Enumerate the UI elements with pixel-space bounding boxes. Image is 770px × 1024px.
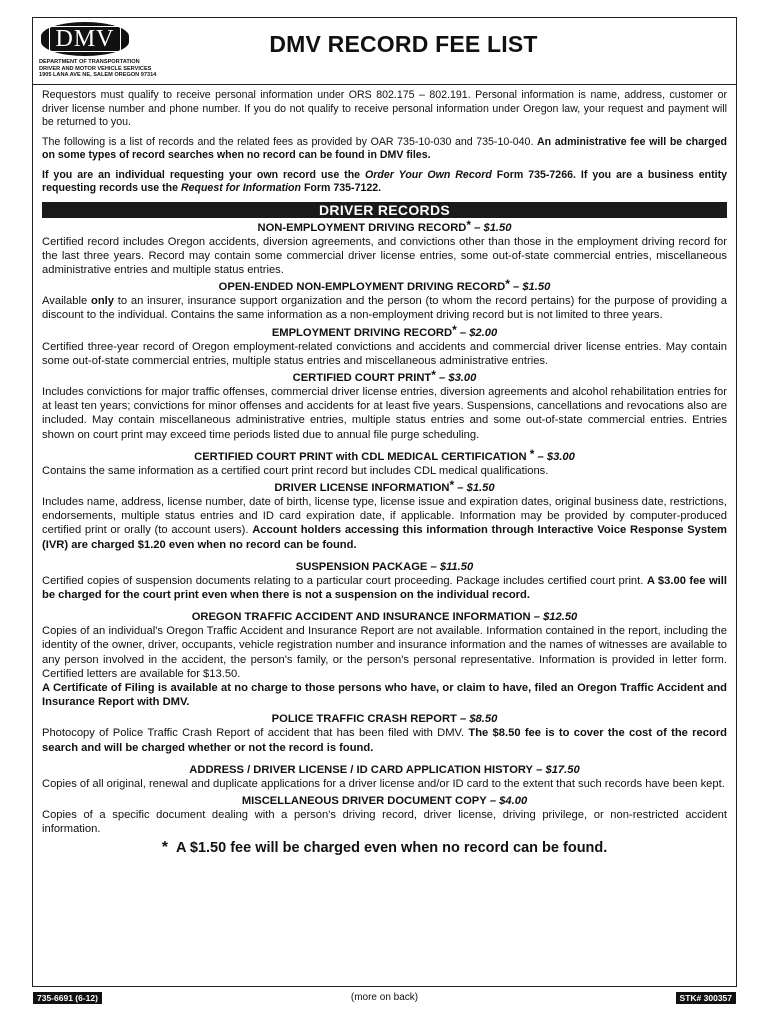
record-open-ended (42, 277, 727, 322)
record-title (42, 712, 727, 726)
record-name: OPEN-ENDED NON-EMPLOYMENT DRIVING RECORD (218, 281, 506, 294)
asterisk-mark: * (431, 367, 436, 382)
record-non-employment (42, 217, 727, 278)
record-name: SUSPENSION PACKAGE (295, 560, 428, 573)
asterisk-mark: * (466, 217, 472, 232)
asterisk-mark: * (452, 322, 457, 337)
record-description: Certified three-year record of Oregon employment-related convictions and accidents and commercial driver license entries. May contain some out-of-state commercial entries, multiple status entries and miscellaneous administrative entries. (42, 340, 727, 367)
dept-line: DRIVER AND MOTOR VEHICLE SERVICES (39, 65, 152, 72)
intro-paragraph-3 (42, 169, 727, 196)
desc-bold: A $3.00 fee will be charged for the court print even when there is not a suspension on the individual record. (42, 574, 727, 601)
spacer (42, 442, 727, 447)
record-name: OREGON TRAFFIC ACCIDENT AND INSURANCE INFORMATION (191, 611, 531, 624)
footnote (42, 839, 727, 857)
record-description: Copies of an individual's Oregon Traffic Accident and Insurance Report are not available. Information contained in the report, including the identity of the owner, driver, occupants, vehicle registration number and insurance information and the names of witnesses are available to any person involved in the accident, the person's family, or the person's personal representative. Information is provided in letter form. Certified letters are available for $13.50. (42, 625, 727, 680)
record-description: Contains the same information as a certified court print record but includes CDL medical qualifications. (42, 464, 549, 477)
record-description: Includes convictions for major traffic offenses, commercial driver license entries, diversion agreements and alcohol rehabilitation entries for at least ten years; convictions for minor offenses and accidents for at least five years. Suspensions, cancellations and revocations also are included. May contain miscellaneous administrative entries, multiple status entries and some out-of-state commercial entries. Entries shown on court print may exceed time periods listed due to annual file purge scheduling. (42, 385, 727, 441)
page-footer (32, 992, 737, 1006)
desc-text: Certified copies of suspension documents relating to a particular court proceeding. Package includes certified court print. (42, 574, 647, 587)
form-name-own-record: Order Your Own Record (365, 168, 492, 181)
content (33, 85, 736, 857)
record-title (42, 277, 727, 294)
intro-text: Form 735-7266. If you are a business entity requesting records use the (42, 168, 727, 194)
record-court-print-cdl (42, 446, 727, 478)
form-name-request-info: Request for Information (180, 182, 302, 194)
desc-bold: The $8.50 fee is to cover the cost of the record search and will be charged whether or not the record is found. (42, 727, 727, 754)
dmv-logo-text: DMV (49, 26, 120, 52)
record-description (42, 574, 727, 602)
record-name: CERTIFIED COURT PRINT (292, 371, 432, 384)
record-description (42, 495, 727, 552)
asterisk-mark: * (161, 839, 168, 857)
fee-list-page (32, 17, 737, 987)
spacer (42, 552, 727, 557)
record-police-crash-report (42, 712, 727, 754)
record-fee: – $4.00 (486, 794, 528, 807)
intro (42, 89, 727, 196)
record-title (42, 367, 727, 385)
stock-number: STK# 300357 (676, 992, 736, 1004)
record-fee: – $17.50 (533, 763, 580, 776)
spacer (42, 755, 727, 760)
record-application-history (42, 763, 727, 791)
record-name: NON-EMPLOYMENT DRIVING RECORD (257, 221, 467, 234)
record-title (42, 477, 727, 495)
spacer (42, 602, 727, 607)
intro-text: Form 735-7122. (301, 182, 382, 194)
record-license-info (42, 477, 727, 552)
asterisk-mark: * (505, 277, 510, 292)
desc-text: Includes name, address, license number, date of birth, license type, license issue and expiration dates, original business date, restrictions, endorsements, multiple status entries and ID card expiration date, if applicable. Information may be provided by computer-produced certified print or orally (to account users). (42, 495, 727, 537)
record-fee: – $11.50 (427, 560, 474, 573)
footnote-text: A $1.50 fee will be charged even when no record can be found. (175, 840, 608, 857)
record-name: POLICE TRAFFIC CRASH REPORT (271, 713, 457, 726)
record-fee: – $12.50 (530, 611, 578, 624)
page-title: DMV RECORD FEE LIST (269, 31, 538, 57)
form-number: 735-6691 (6-12) (33, 992, 102, 1004)
record-fee: – $3.00 (534, 450, 575, 463)
record-description (42, 294, 727, 322)
desc-text: to an insurer, insurance support organization and the person (to whom the record pertains) for the purpose of providing a discount to the individual. Contains the same information as a non-employment driving record but is not limited to three years. (42, 295, 727, 322)
intro-paragraph-2 (42, 136, 727, 163)
record-title (42, 322, 727, 340)
more-on-back: (more on back) (350, 992, 419, 1003)
intro-paragraph-1: Requestors must qualify to receive personal information under ORS 802.175 – 802.191. Personal information is name, address, customer or driver license number and phone number. If you do not qualify to receive personal information under Oregon law, your request and payment will be returned to you. (42, 89, 727, 128)
desc-bold: only (90, 295, 114, 308)
asterisk-mark: * (529, 446, 535, 461)
record-description-bold: A Certificate of Filing is available at no charge to those persons who have, or claim to have, filed an Oregon Traffic Accident and Insurance Report with DMV. (42, 681, 727, 709)
desc-bold: Account holders accessing this information through Interactive Voice Response System (IVR) are charged $1.20 even when no record can be found. (42, 524, 727, 551)
intro-bold-text: An administrative fee will be charged on some types of record searches when no record can be found in DMV files. (42, 135, 728, 161)
record-name: CERTIFIED COURT PRINT with CDL MEDICAL CERTIFICATION (194, 450, 530, 463)
record-title (42, 560, 727, 574)
department-address (39, 59, 164, 79)
record-fee: – $3.00 (435, 371, 477, 384)
record-title (42, 794, 727, 808)
section-heading-driver-records: DRIVER RECORDS (42, 202, 727, 218)
record-suspension-package (42, 560, 727, 602)
record-name: DRIVER LICENSE INFORMATION (274, 481, 450, 494)
record-name: MISCELLANEOUS DRIVER DOCUMENT COPY (241, 794, 487, 807)
record-description (42, 726, 727, 754)
desc-text: Photocopy of Police Traffic Crash Report of accident that has been filed with DMV. (42, 727, 469, 740)
desc-text: Available (42, 295, 91, 308)
intro-text: The following is a list of records and the related fees as provided by OAR 735-10-030 and 735-10-040. (42, 135, 538, 148)
record-description: Copies of all original, renewal and duplicate applications for a driver license and/or ID card to the extent that such records have been kept. (42, 777, 725, 790)
record-fee: – $8.50 (456, 713, 498, 726)
record-misc-document-copy (42, 794, 727, 836)
record-fee: – $2.00 (456, 326, 498, 339)
record-employment (42, 322, 727, 368)
record-title (42, 763, 727, 777)
record-title (42, 446, 727, 464)
header (33, 18, 736, 85)
record-fee: – $1.50 (454, 481, 495, 494)
record-description: Certified record includes Oregon accidents, diversion agreements, and convictions other than those in the employment driving record for the last three years. Record may contain some commercial driver license entries, some out-of-state commercial entries, miscellaneous administrative entries and multiple status entries. (42, 235, 727, 276)
record-description: Copies of a specific document dealing with a person's driving record, driver license, driving privilege, or non-restricted accident information. (42, 808, 727, 836)
asterisk-mark: * (449, 477, 455, 492)
record-court-print (42, 367, 727, 442)
dept-line: 1905 LANA AVE NE, SALEM OREGON 97314 (39, 72, 157, 78)
record-fee: – $1.50 (509, 281, 551, 294)
record-name: EMPLOYMENT DRIVING RECORD (271, 326, 453, 339)
intro-text: If you are an individual requesting your own record use the (42, 168, 366, 181)
record-accident-insurance (42, 610, 727, 709)
record-fee: – $1.50 (471, 221, 512, 234)
record-title (42, 610, 727, 624)
dept-line: DEPARTMENT OF TRANSPORTATION (39, 59, 140, 65)
record-name: ADDRESS / DRIVER LICENSE / ID CARD APPLICATION HISTORY (189, 763, 534, 776)
record-title (42, 217, 727, 235)
